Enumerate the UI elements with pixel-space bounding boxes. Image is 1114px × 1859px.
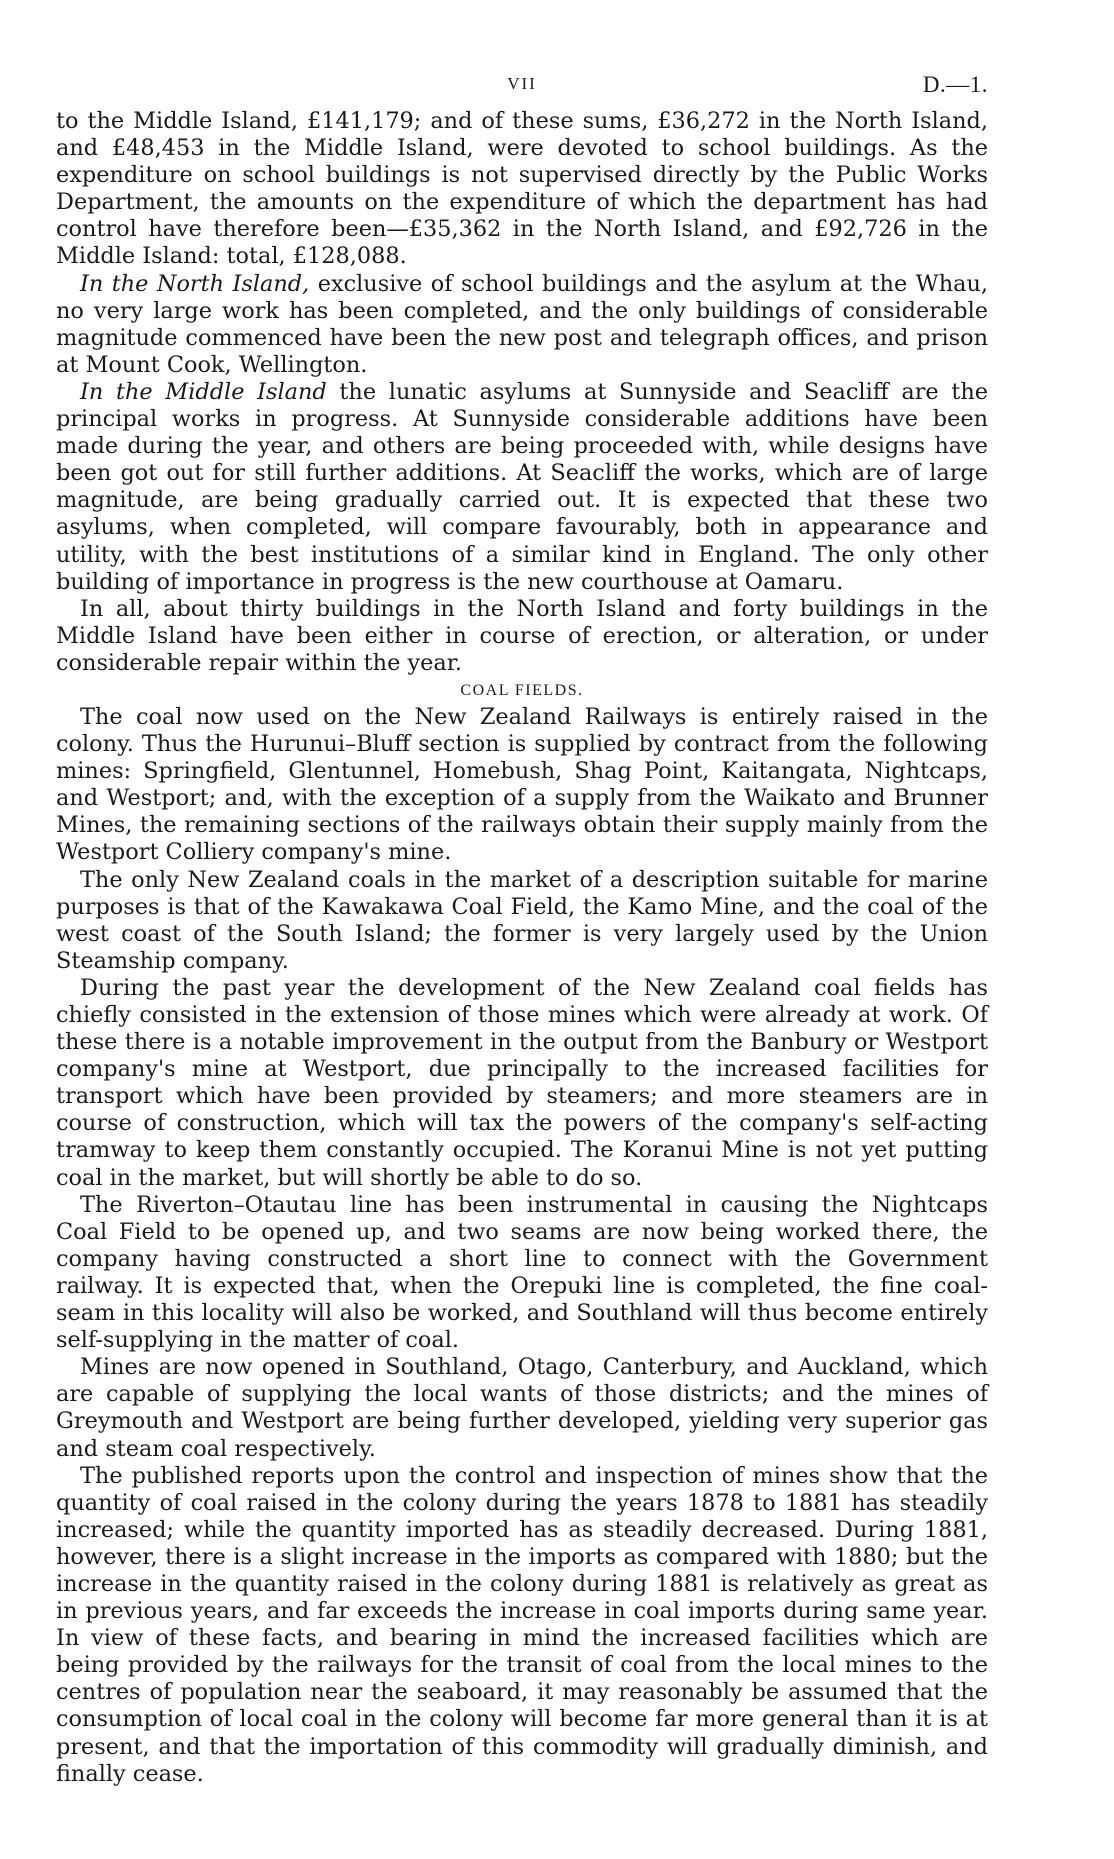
document-page: [56, 72, 988, 1788]
section-heading-coal-fields: COAL FIELDS.: [460, 681, 584, 699]
paragraph-middle-island: [56, 379, 988, 596]
north-island-body: exclusive of school buildings and the asylum at the Whau, no very large work has been completed, and the only buildings of considerable magnitude commenced have been the new post and telegraph offices, and prison at Mount Cook, Wellington.: [56, 270, 989, 378]
paragraph-school-buildings: to the Middle Island, £141,179; and of these sums, £36,272 in the North Island, and £48,453 in the Middle Island, were devoted to school buildings. As the expenditure on school buildings is not supervised directly by the Public Works Department, the amounts on the expenditure of which the department has had control have therefore been—£35,362 in the North Island, and £92,726 in the Middle Island: total, £128,088.: [56, 108, 988, 270]
middle-island-body: the lunatic asylums at Sunnyside and Seacliff are the principal works in progress. At Sunnyside considerable additions have been made during the year, and others are being proceeded with, while designs have been got out for still further additions. At Seacliff the works, which are of large magnitude, are being gradually carried out. It is expected that these two asylums, when completed, will compare favourably, both in appearance and utility, with the best institutions of a similar kind in England. The only other building of importance in progress is the new courthouse at Oamaru.: [56, 378, 988, 595]
paragraph-north-island: [56, 271, 988, 379]
paragraph-mines-opened: Mines are now opened in Southland, Otago, Canterbury, and Auckland, which are capable of supplying the local wants of those districts; and the mines of Greymouth and Westport are being further developed, yielding very superior gas and steam coal respectively.: [56, 1354, 988, 1462]
document-reference: D.—1.: [922, 72, 988, 97]
paragraph-marine-coal: The only New Zealand coals in the market of a description suitable for marine purposes is that of the Kawakawa Coal Field, the Kamo Mine, and the coal of the west coast of the South Island; the former is very largely used by the Union Steamship company.: [56, 866, 988, 974]
page-header: [56, 72, 988, 102]
paragraph-buildings-total: In all, about thirty buildings in the North Island and forty buildings in the Middle Island have been either in course of erection, or alteration, or under considerable repair within the year.: [56, 595, 988, 676]
middle-island-lead: In the Middle Island: [80, 378, 327, 405]
body-text: [56, 108, 988, 1788]
paragraph-coal-supply: The coal now used on the New Zealand Railways is entirely raised in the colony. Thus the Hurunui–Bluff section is supplied by contract from the following mines: Springfield, Glentunnel, Homebush, Shag Point, Kaitangata, Nightcaps, and Westport; and, with the exception of a supply from the Waikato and Brunner Mines, the remaining sections of the railways obtain their supply mainly from the Westport Colliery company's mine.: [56, 703, 988, 866]
paragraph-nightcaps: The Riverton–Otautau line has been instrumental in causing the Nightcaps Coal Field to be opened up, and two seams are now being worked there, the company having constructed a short line to connect with the Government railway. It is expected that, when the Orepuki line is completed, the fine coal-seam in this locality will also be worked, and Southland will thus become entirely self-supplying in the matter of coal.: [56, 1191, 988, 1354]
north-island-lead: In the North Island,: [80, 270, 310, 297]
paragraph-development: During the past year the development of the New Zealand coal fields has chiefly consisted in the extension of those mines which were already at work. Of these there is a notable improvement in the output from the Banbury or Westport company's mine at Westport, due principally to the increased facilities for transport which have been provided by steamers; and more steamers are in course of construction, which will tax the powers of the company's self-acting tramway to keep them constantly occupied. The Koranui Mine is not yet putting coal in the market, but will shortly be able to do so.: [56, 974, 988, 1191]
paragraph-published-reports: The published reports upon the control and inspection of mines show that the quantity of coal raised in the colony during the years 1878 to 1881 has steadily increased; while the quantity imported has as steadily decreased. During 1881, however, there is a slight increase in the imports as compared with 1880; but the increase in the quantity raised in the colony during 1881 is relatively as great as in previous years, and far exceeds the increase in coal imports during same year. In view of these facts, and bearing in mind the increased facilities which are being provided by the railways for the transit of coal from the local mines to the centres of population near the seaboard, it may reasonably be assumed that the consumption of local coal in the colony will become far more general than it is at present, and that the importation of this commodity will gradually diminish, and finally cease.: [56, 1462, 988, 1787]
page-number: VII: [507, 74, 537, 93]
